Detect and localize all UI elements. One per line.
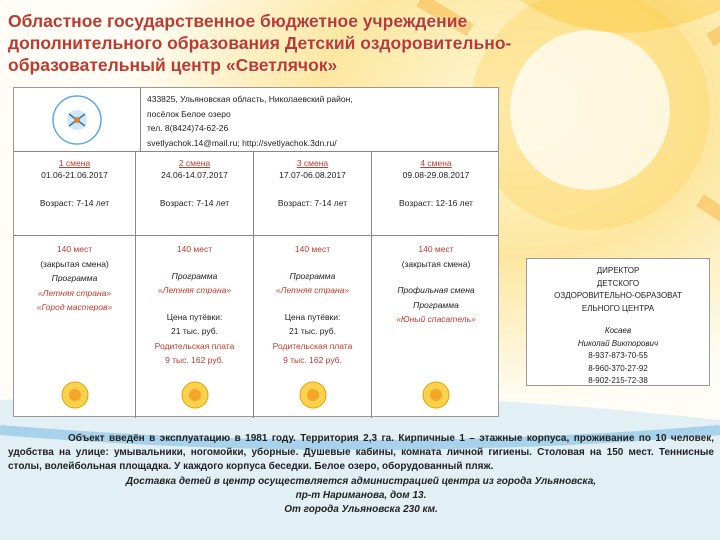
page-title: Областное государственное бюджетное учреждение дополнительного образования Детский оздоровительно-образовательный центр «Светлячок» (8, 11, 512, 75)
program-label: Программа (289, 270, 336, 281)
price: 21 тыс. руб. (289, 326, 336, 336)
shift-4 (372, 152, 500, 235)
shift-4-details (372, 236, 500, 418)
program-line: «Летняя страна» (157, 285, 232, 295)
shift-dates: 09.08-29.08.2017 (402, 170, 470, 180)
address-line-2: посёлок Белое озеро (147, 108, 231, 119)
parent-price: 9 тыс. 162 руб. (165, 355, 224, 365)
shift-name[interactable]: 4 смена (420, 158, 452, 168)
contact-block (147, 92, 353, 150)
shift-2-details (136, 236, 254, 418)
closed-note: (закрытая смена) (401, 258, 471, 269)
sun-badge-icon (180, 380, 210, 410)
program-line: «Летняя страна» (275, 285, 350, 295)
shift-dates: 24.06-14.07.2017 (161, 170, 228, 180)
logo (14, 88, 141, 152)
closed-note: (закрытая смена) (40, 258, 109, 269)
shift-dates: 17.07-06.08.2017 (279, 170, 346, 180)
director-phone[interactable]: 8-960-370-27-92 (588, 363, 648, 373)
shift-age: Возраст: 12-16 лет (399, 198, 473, 208)
description (8, 432, 714, 517)
shift-2 (136, 152, 254, 235)
director-title-line: ЕЛЬНОГО ЦЕНТРА (581, 303, 655, 313)
shift-1 (14, 152, 136, 235)
places: 140 мест (418, 244, 454, 254)
address-line-1: 433825, Ульяновская область, Николаевский район, (147, 94, 353, 104)
price: 21 тыс. руб. (171, 326, 218, 336)
delivery-line: От города Ульяновска 230 км. (284, 504, 438, 516)
sun-badge-icon (298, 380, 328, 410)
shifts-row (14, 152, 498, 236)
director-box (526, 258, 710, 386)
director-phone[interactable]: 8-902-215-72-38 (588, 376, 648, 385)
phone: тел. 8(8424)74-62-26 (147, 123, 229, 133)
director-title-line: ОЗДОРОВИТЕЛЬНО-ОБРАЗОВАТ (554, 291, 682, 300)
program-line: Программа (413, 299, 459, 310)
price-label: Цена путёвки: (166, 311, 223, 322)
director-title-line: ДИРЕКТОР (596, 266, 640, 275)
director-phone[interactable]: 8-937-873-70-55 (588, 351, 648, 360)
shift-3 (254, 152, 372, 235)
program-line: «Юный спасатель» (396, 314, 476, 324)
shift-age: Возраст: 7-14 лет (277, 198, 348, 208)
description-paragraph: Объект введён в эксплуатацию в 1981 году. Территория 2,3 га. Кирпичные 1 – этажные корпуса, проживание по 10 человек, удобства на улице: умывальники, ногомойки, уборные. Душевые кабины, комната личной гигиены. Столовая на 150 мест. Теннисные столы, волейбольная площадка. У каждого корпуса беседки. Белое озеро, оборудованный пляж. (8, 433, 714, 473)
shift-name[interactable]: 2 смена (178, 158, 211, 168)
places: 140 мест (294, 244, 331, 254)
price-label: Цена путёвки: (284, 311, 341, 322)
web-contacts: svetlyachok.14@mail.ru; http://svetlyachok.3dn.ru/ (147, 137, 337, 148)
parent-label: Родительская плата (272, 340, 353, 351)
shift-1-details (14, 236, 136, 418)
shift-dates: 01.06-21.06.2017 (41, 170, 108, 180)
info-card (13, 87, 499, 417)
header-row (14, 88, 498, 152)
program-label: Программа (171, 270, 218, 281)
program-line: «Город мастеров» (36, 302, 113, 312)
shift-name[interactable]: 1 смена (58, 158, 91, 168)
director-title-line: ДЕТСКОГО (596, 278, 640, 288)
places: 140 мест (176, 244, 213, 254)
places: 140 мест (56, 244, 93, 254)
shift-age: Возраст: 7-14 лет (159, 198, 230, 208)
program-label: Профильная смена (397, 285, 475, 295)
director-name: Николай Викторович (577, 338, 659, 348)
shift-name[interactable]: 3 смена (296, 158, 329, 168)
delivery-line: Доставка детей в центр осуществляется администрацией центра из города Ульяновска, (125, 475, 597, 487)
delivery-line: пр-т Нариманова, дом 13. (295, 489, 427, 501)
sun-badge-icon (60, 380, 90, 410)
parent-price: 9 тыс. 162 руб. (283, 355, 342, 365)
camp-logo-icon (37, 92, 117, 148)
director-surname: Косаев (604, 326, 632, 335)
sun-badge-icon (421, 380, 451, 410)
parent-label: Родительская плата (154, 340, 235, 351)
program-label: Программа (51, 273, 98, 283)
details-row (14, 236, 498, 418)
program-line: «Летняя страна» (37, 287, 112, 298)
shift-age: Возраст: 7-14 лет (39, 198, 110, 208)
shift-3-details (254, 236, 372, 418)
